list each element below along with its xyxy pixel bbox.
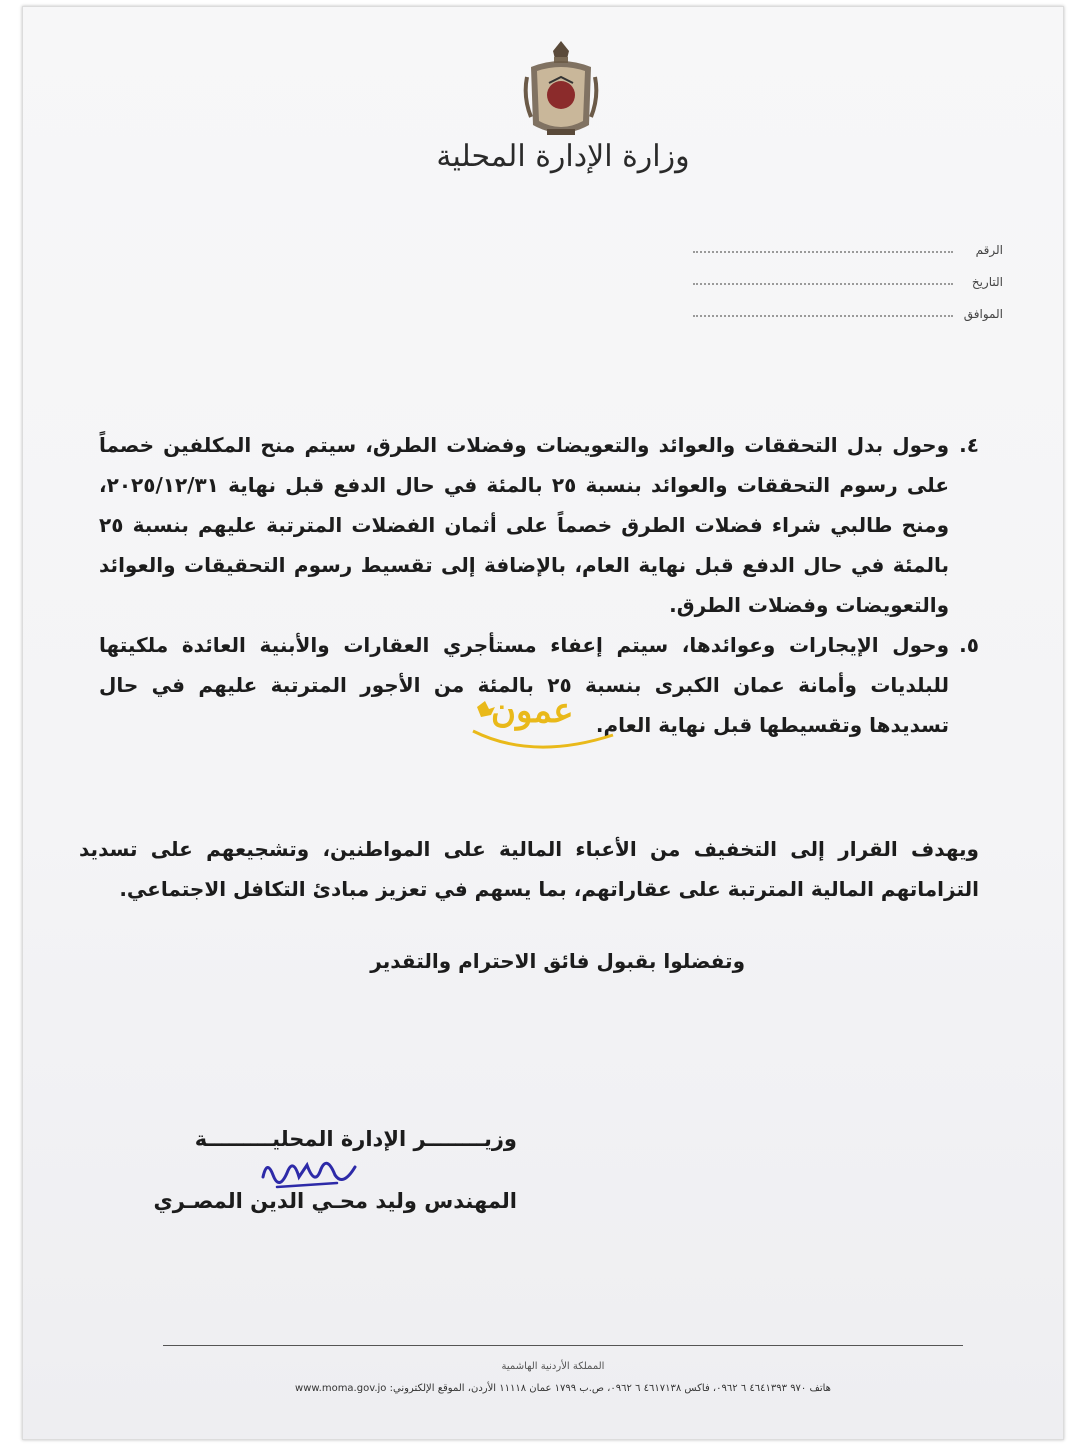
ref-corresponding-row <box>663 289 1003 321</box>
summary-paragraph: ويهدف القرار إلى التخفيف من الأعباء المالية على المواطنين، وتشجيعهم على تسديد التزاماتهم المالية المترتبة على عقاراتهم، بما يسهم في تعزيز مبادئ التكافل الاجتماعي. <box>79 837 979 901</box>
ref-number-dots <box>693 251 953 253</box>
item-number: ٥. <box>959 633 979 657</box>
item-text: وحول بدل التحققات والعوائد والتعويضات وفضلات الطرق، سيتم منح المكلفين خصماً على رسوم التحققات والعوائد بنسبة ٢٥ بالمئة في حال الدفع قبل نهاية ٢٠٢٥/١٢/٣١، ومنح طالبي شراء فضلات الطرق خصماً على أثمان الفضلات المترتبة عليهم بنسبة ٢٥ بالمئة في حال الدفع قبل نهاية العام، بالإضافة إلى تقسيط رسوم التحقيقات والعوائد والتعويضات وفضلات الطرق. <box>99 433 949 617</box>
signatory-title: وزيــــــــر الإدارة المحليـــــــــة <box>194 1127 517 1151</box>
ref-corresponding-dots <box>693 315 953 317</box>
closing-line: وتفضلوا بقبول فائق الاحترام والتقدير <box>370 949 745 973</box>
footer-contact-text: هاتف ٩٧٠ ٤٦٤١٣٩٣ ٦ ٠٩٦٢، فاكس ٤٦١٧١٣٨ ٦ ٠٩٦٢، ص.ب ١٧٩٩ عمان ١١١١٨ الأردن، الموقع الإلكتروني: <box>389 1383 831 1394</box>
letter-page <box>22 6 1064 1440</box>
ref-date-dots <box>693 283 953 285</box>
reference-fields <box>663 225 1003 321</box>
ref-date-row <box>663 257 1003 289</box>
footer-website-link[interactable]: www.moma.gov.jo <box>295 1383 387 1394</box>
item-text: وحول الإيجارات وعوائدها، سيتم إعفاء مستأجري العقارات والأبنية العائدة ملكيتها للبلديات وأمانة عمان الكبرى بنسبة ٢٥ بالمئة من الأجور المترتبة عليهم في حال تسديدها وتقسيطها قبل نهاية العام. <box>99 633 949 737</box>
signatory-name: المهندس وليد محـي الدين المصـري <box>153 1189 517 1213</box>
ref-number-label: الرقم <box>975 243 1003 257</box>
list-item <box>99 425 979 625</box>
ref-number-row <box>663 225 1003 257</box>
footer-divider <box>163 1345 963 1346</box>
jordan-coat-of-arms-icon <box>523 37 599 147</box>
ref-corresponding-label: الموافق <box>963 307 1003 321</box>
item-number: ٤. <box>959 433 979 457</box>
watermark-text: عمون <box>491 691 574 731</box>
ref-date-label: التاريخ <box>971 275 1003 289</box>
footer-contact <box>213 1383 913 1394</box>
footer-country: المملكة الأردنية الهاشمية <box>501 1361 605 1372</box>
ministry-name: وزارة الإدارة المحلية <box>436 139 690 174</box>
